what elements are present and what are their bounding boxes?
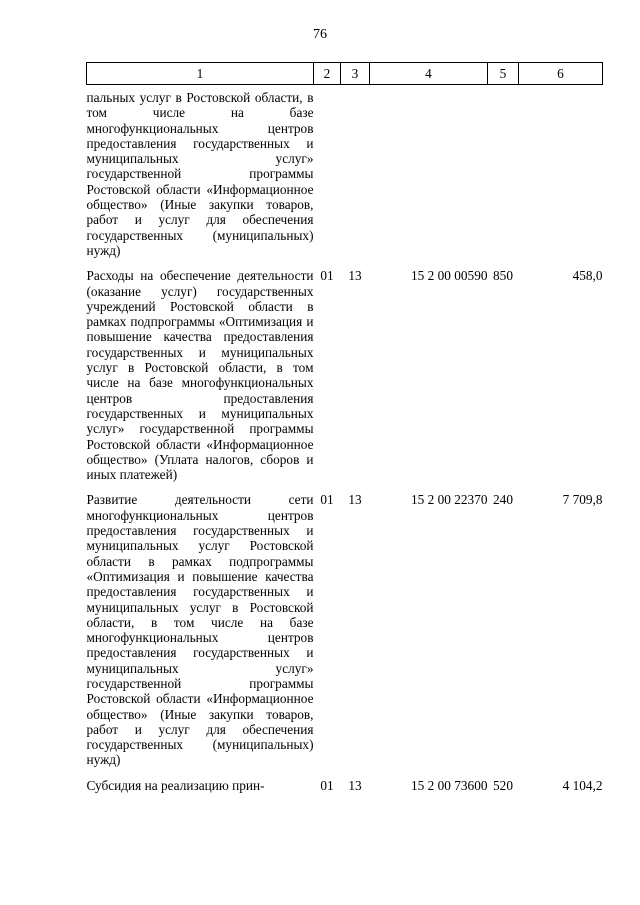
row-section-code: 01 — [320, 268, 334, 284]
row-expense-type-code — [488, 85, 519, 269]
row-amount: 7 709,8 — [562, 492, 603, 508]
row-description-cell — [87, 778, 314, 793]
row-description: Субсидия на реализацию прин- — [86, 777, 265, 793]
row-amount — [519, 85, 603, 269]
row-description: пальных услуг в Ростовской области, в том числе на базе многофункциональных центров предоставления государственных и муниципальных услуг» государственной программы Ростовской области «Информационное общество» (Иные закупки товаров, работ и услуг для обеспечения государственных (муниципальных) нужд) — [86, 90, 314, 258]
row-section-code — [314, 85, 341, 269]
header-col-3: 3 — [341, 63, 370, 85]
header-col-6: 6 — [519, 63, 603, 85]
table-header-row — [87, 63, 603, 85]
row-target-article-code: 15 2 00 00590 — [411, 268, 488, 284]
row-description-cell — [87, 268, 314, 492]
row-amount: 4 104,2 — [562, 777, 603, 793]
header-col-1: 1 — [87, 63, 314, 85]
table-row — [87, 492, 603, 777]
header-col-5: 5 — [488, 63, 519, 85]
row-section-code: 01 — [320, 777, 334, 793]
row-section-code: 01 — [320, 492, 334, 508]
row-description-cell — [87, 492, 314, 777]
page-number: 76 — [313, 27, 327, 42]
row-description-cell — [87, 85, 314, 269]
row-expense-type-code: 520 — [493, 777, 513, 793]
row-expense-type-code: 240 — [493, 492, 513, 508]
header-col-2: 2 — [314, 63, 341, 85]
table-row — [87, 85, 603, 269]
row-expense-type-code: 850 — [493, 268, 513, 284]
row-target-article-code: 15 2 00 22370 — [411, 492, 488, 508]
row-subsection-code: 13 — [348, 777, 362, 793]
row-description: Расходы на обеспечение деятельности (оказание услуг) государственных учреждений Ростовской области в рамках подпрограммы «Оптимизация и повышение качества предоставления государственных и муниципальных услуг в Ростовской области, в том числе на базе многофункциональных центров предоставления государственных и муниципальных услуг» государственной программы Ростовской области «Информационное общество» (Уплата налогов, сборов и иных платежей) — [86, 268, 314, 483]
row-subsection-code: 13 — [348, 268, 362, 284]
table-row — [87, 778, 603, 793]
row-amount: 458,0 — [572, 268, 603, 284]
header-col-4: 4 — [370, 63, 488, 85]
row-target-article-code: 15 2 00 73600 — [411, 777, 488, 793]
row-target-article-code — [370, 85, 488, 269]
table-row — [87, 268, 603, 492]
budget-table — [86, 62, 603, 793]
row-subsection-code — [341, 85, 370, 269]
row-subsection-code: 13 — [348, 492, 362, 508]
row-description: Развитие деятельности сети многофункциональных центров предоставления государственных и муниципальных услуг Ростовской области в рамках подпрограммы «Оптимизация и повышение качества предоставления государственных и муниципальных услуг в Ростовской области, в том числе на базе многофункциональных центров предоставления государственных и муниципальных услуг» государственной программы Ростовской области «Информационное общество» (Иные закупки товаров, работ и услуг для обеспечения государственных (муниципальных) нужд) — [86, 492, 314, 768]
